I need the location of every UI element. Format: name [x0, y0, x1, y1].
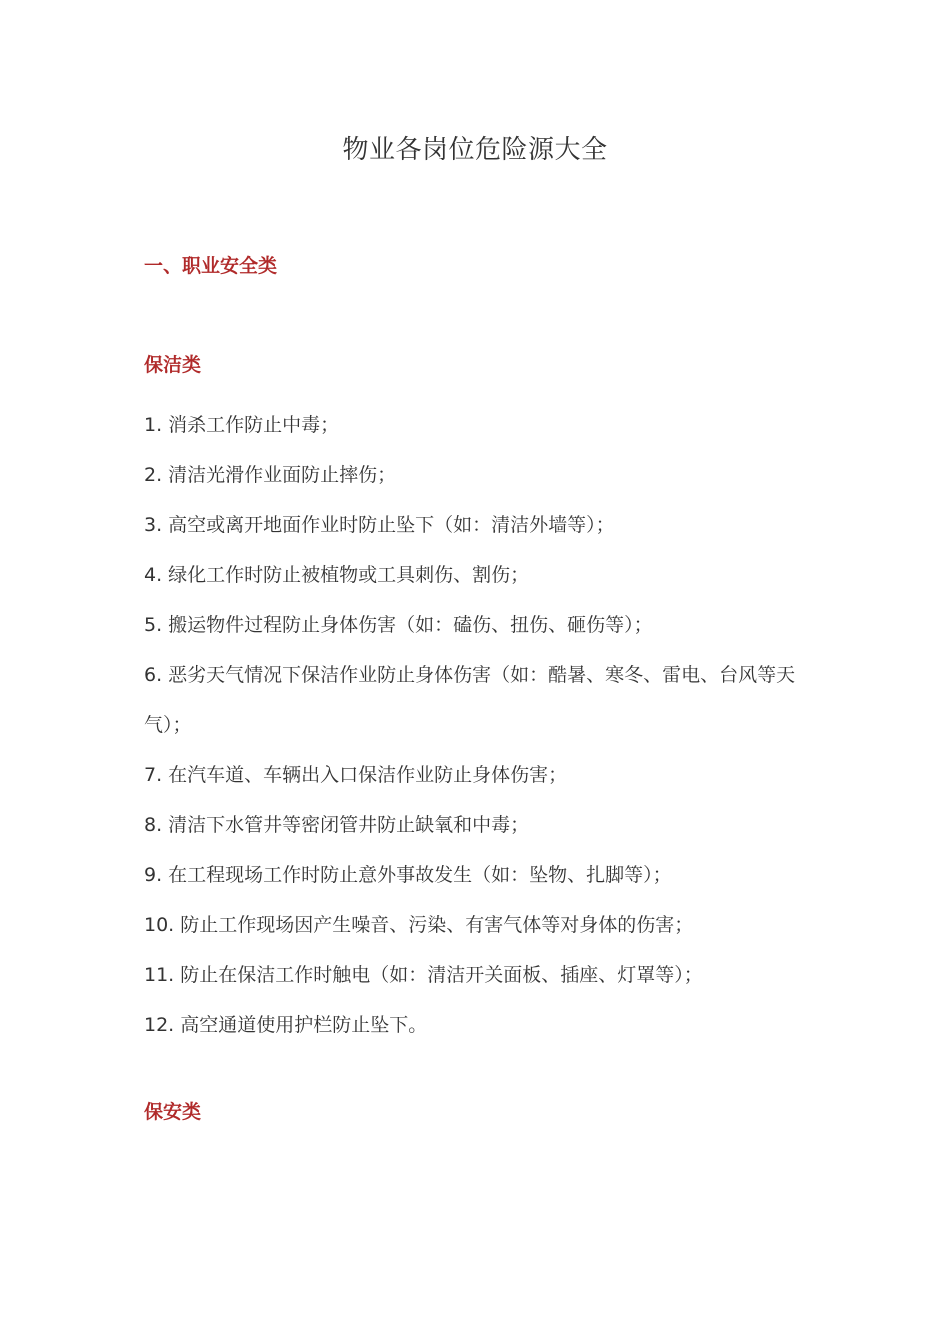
list-item: 2. 清洁光滑作业面防止摔伤；: [144, 464, 397, 486]
sub-heading-cleaning: 保洁类: [144, 354, 202, 376]
list-item: 8. 清洁下水管井等密闭管井防止缺氧和中毒；: [144, 814, 530, 836]
section-heading-occupational-safety: 一、职业安全类: [144, 255, 278, 277]
list-item: 3. 高空或离开地面作业时防止坠下（如：清洁外墙等）；: [144, 514, 615, 536]
list-item: 10. 防止工作现场因产生噪音、污染、有害气体等对身体的伤害；: [144, 914, 694, 936]
list-item: 7. 在汽车道、车辆出入口保洁作业防止身体伤害；: [144, 764, 568, 786]
list-item: 9. 在工程现场工作时防止意外事故发生（如：坠物、扎脚等）；: [144, 864, 672, 886]
document-title: 物业各岗位危险源大全: [342, 135, 608, 165]
list-item: 1. 消杀工作防止中毒；: [144, 414, 340, 436]
list-item: 12. 高空通道使用护栏防止坠下。: [144, 1014, 428, 1036]
sub-heading-security: 保安类: [144, 1101, 202, 1123]
cleaning-hazard-list: [144, 400, 824, 1050]
list-item: 4. 绿化工作时防止被植物或工具刺伤、割伤；: [144, 564, 530, 586]
list-item: 6. 恶劣天气情况下保洁作业防止身体伤害（如：酷暑、寒冬、雷电、台风等天气）；: [144, 664, 796, 736]
list-item: 11. 防止在保洁工作时触电（如：清洁开关面板、插座、灯罩等）；: [144, 964, 703, 986]
list-item: 5. 搬运物件过程防止身体伤害（如：磕伤、扭伤、砸伤等）；: [144, 614, 653, 636]
